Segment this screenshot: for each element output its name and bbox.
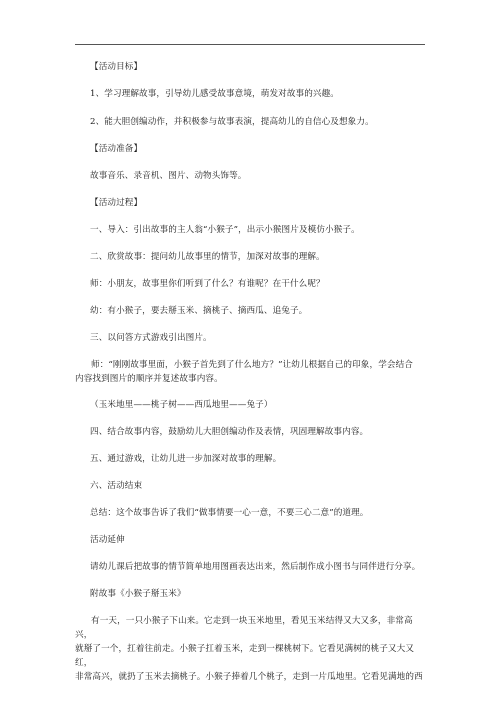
process-step-3: 三、以问答方式游戏引出图片。	[90, 333, 212, 343]
story-title: 附故事《小猴子掰玉米》	[90, 589, 186, 599]
prep-text: 故事音乐、录音机、图片、动物头饰等。	[90, 171, 247, 181]
process-step-6: 六、活动结束	[90, 481, 143, 491]
extension-heading: 活动延伸	[90, 535, 125, 545]
story-body	[75, 614, 427, 684]
prep-heading: 【活动准备】	[90, 144, 143, 154]
teacher-question-2	[75, 358, 427, 386]
story-sequence: （玉米地里——桃子树——西瓜地里——兔子）	[90, 400, 273, 410]
teacher-question-2-line-2: 内容找到图片的顺序并复述故事内容。	[75, 374, 223, 384]
story-line-3: 非常高兴，就扔了玉米去摘桃子。小猴子捧着几个桃子，走到一片瓜地里。它看见满地的西	[75, 672, 423, 682]
summary-text: 总结：这个故事告诉了我们“做事情要一心一意，不要三心二意”的道理。	[90, 508, 369, 518]
child-answer-1: 幼：有小猴子，要去掰玉米、摘桃子、摘西瓜、追兔子。	[90, 306, 308, 316]
process-step-2: 二、欣赏故事：提问幼儿故事里的情节，加深对故事的理解。	[90, 252, 325, 262]
goal-item-1: 1、学习理解故事，引导幼儿感受故事意境，萌发对故事的兴趣。	[90, 89, 339, 99]
process-step-5: 五、通过游戏，让幼儿进一步加深对故事的理解。	[90, 454, 282, 464]
teacher-question-1: 师：小朋友，故事里你们听到了什么？有谁呢？在干什么呢？	[90, 279, 325, 289]
process-step-4: 四、结合故事内容，鼓励幼儿大胆创编动作及表情，巩固理解故事内容。	[90, 427, 369, 437]
teacher-question-2-line-1: 师：“刚刚故事里面，小猴子首先到了什么地方？”让幼儿根据自己的印象，学会结合	[91, 360, 413, 370]
goal-item-2: 2、能大胆创编动作，并积极参与故事表演，提高幼儿的自信心及想象力。	[90, 117, 374, 127]
story-line-1: 有一天，一只小猴子下山来。它走到一块玉米地里，看见玉米结得又大又多，非常高兴，	[75, 616, 413, 640]
extension-text: 请幼儿课后把故事的情节简单地用图画表达出来，然后制作成小图书与同伴进行分享。	[90, 562, 421, 572]
process-step-1: 一、导入：引出故事的主人翁“小猴子”，出示小猴图片及模仿小猴子。	[90, 225, 360, 235]
story-line-2: 就掰了一个，扛着往前走。小猴子扛着玉米，走到一棵桃树下。它看见满树的桃子又大又红，	[75, 644, 415, 668]
process-heading: 【活动过程】	[90, 198, 143, 208]
goal-heading: 【活动目标】	[90, 62, 143, 72]
header-rule	[75, 44, 425, 45]
